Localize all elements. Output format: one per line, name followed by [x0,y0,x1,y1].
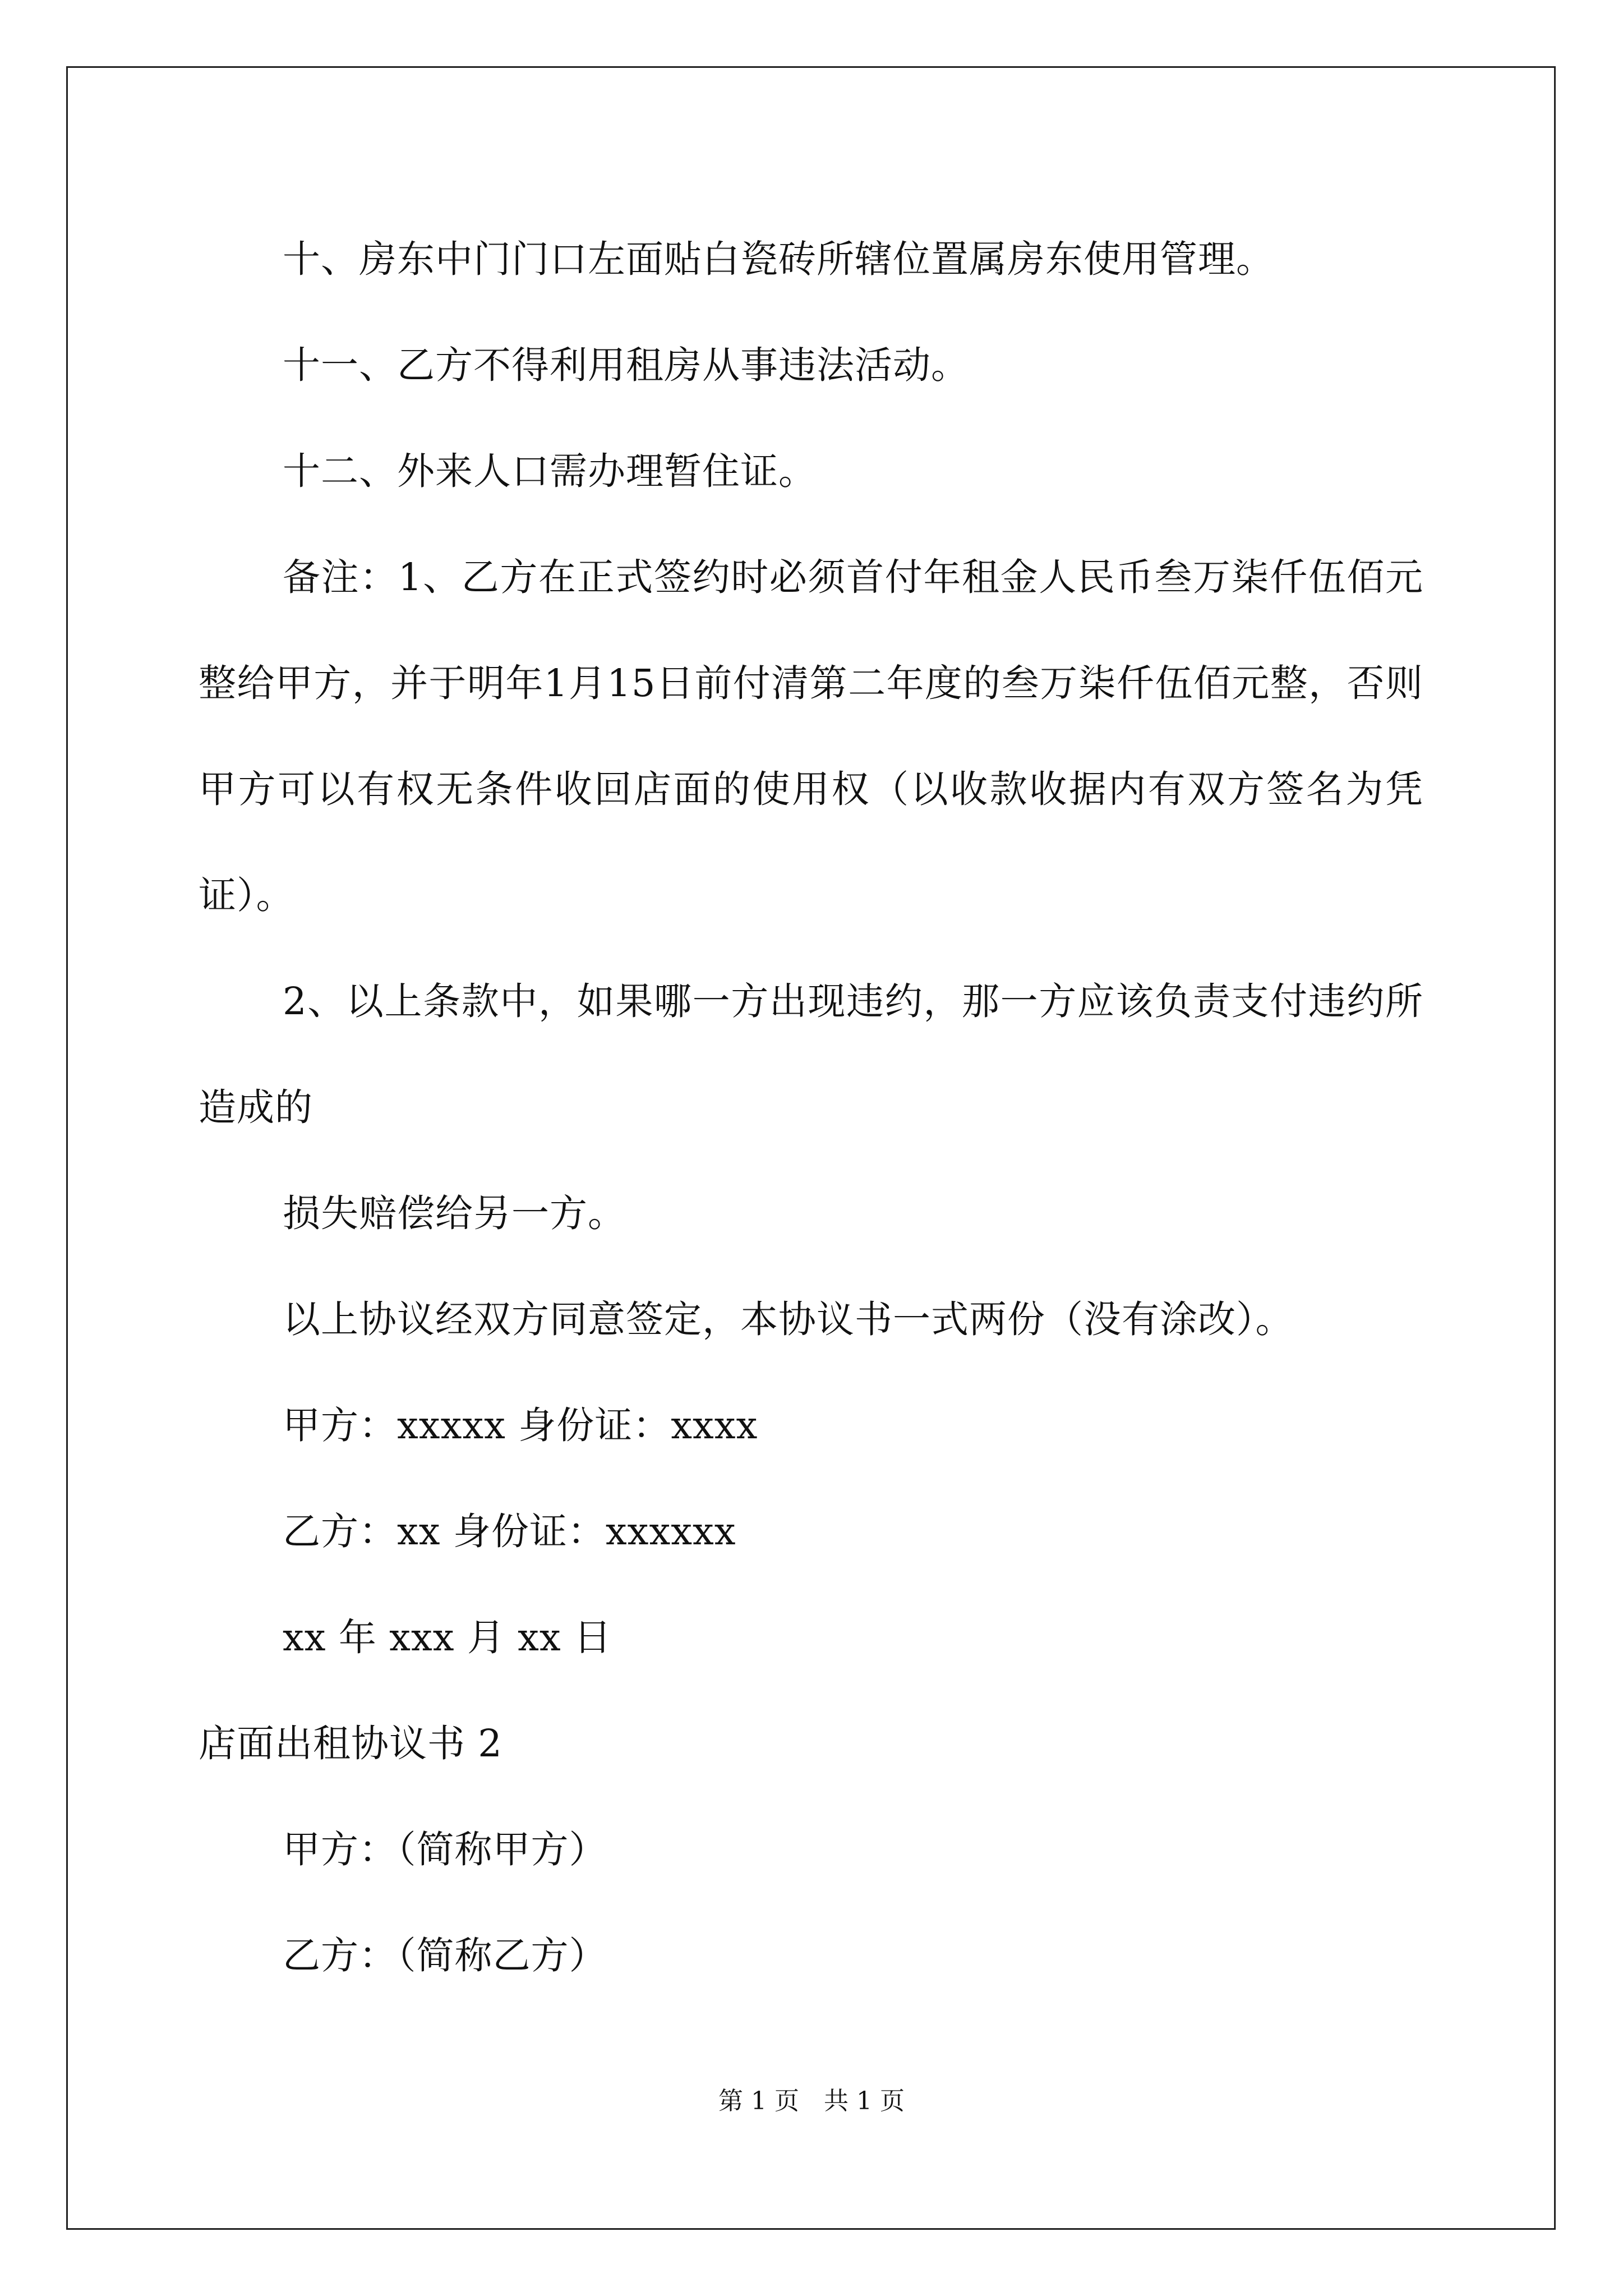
party-a-line: 甲方：（简称甲方） [283,1828,607,1871]
date-line: xx 年 xxx 月 xx 日 [283,1616,612,1659]
paragraph: 备注：1、乙方在正式签约时必须首付年租金人民币叁万柒仟伍佰元整给甲方，并于明年1月15日前付清第二年度的叁万柒仟伍佰元整，否则甲方可以有权无条件收回店面的使用权（以收款收据内有双方签名为凭证）。 [199,555,1423,917]
paragraph: 十、房东中门门口左面贴白瓷砖所辖位置属房东使用管理。 [283,237,1274,281]
party-b-line: 乙方：xx 身份证：xxxxxx [283,1510,736,1553]
paragraph: 十一、乙方不得利用租房从事违法活动。 [283,343,969,387]
paragraph: 十二、外来人口需办理暂住证。 [283,449,817,493]
paragraph: 以上协议经双方同意签定，本协议书一式两份（没有涂改）。 [283,1297,1294,1341]
page-number: 第 1 页 共 1 页 [718,2087,905,2115]
document-body [199,206,1423,2009]
party-a-line: 甲方：xxxxx 身份证：xxxx [283,1404,758,1447]
paragraph: 损失赔偿给另一方。 [283,1191,626,1235]
section-title: 店面出租协议书 2 [199,1722,502,1765]
paragraph: 2、以上条款中，如果哪一方出现违约，那一方应该负责支付违约所造成的 [199,979,1423,1129]
party-b-line: 乙方：（简称乙方） [283,1934,607,1977]
